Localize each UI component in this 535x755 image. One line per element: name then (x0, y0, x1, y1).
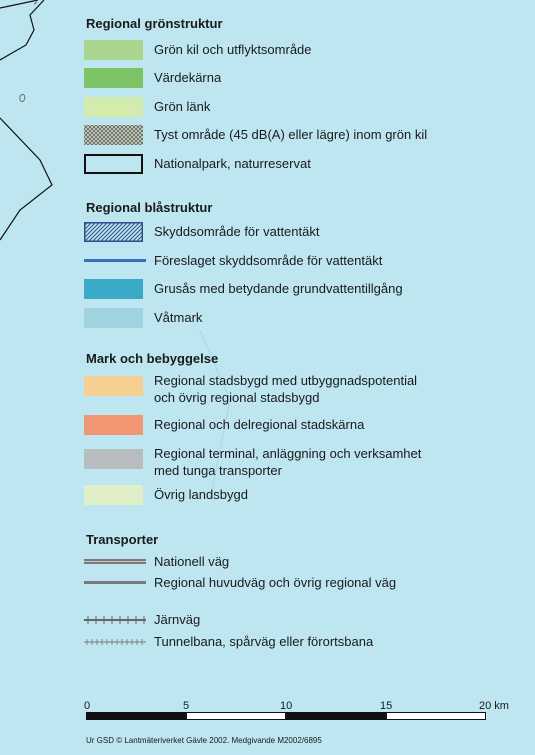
legend-label-line-1: Regional terminal, anläggning och verksamhet (154, 446, 422, 461)
map-credit: Ur GSD © Lantmäteriverket Gävle 2002. Medgivande M2002/6895 (86, 736, 322, 745)
legend-label-line-1: Regional stadsbygd med utbyggnadspotential (154, 373, 418, 388)
swatch-water-protection (84, 222, 143, 242)
line-national-road (84, 552, 146, 572)
legend-label: Grön länk (154, 99, 211, 114)
scale-bar (86, 712, 486, 720)
swatch-rural (84, 485, 143, 505)
legend-label-line-2: med tunga transporter (154, 463, 282, 478)
scale-tick-10: 10 (280, 700, 293, 712)
legend-label: Regional huvudväg och övrig regional väg (154, 575, 397, 590)
scale-tick-5: 5 (183, 700, 190, 712)
section-title-transport: Transporter (86, 532, 159, 547)
legend-label: Tunnelbana, spårväg eller förortsbana (154, 634, 374, 649)
legend-label: Värdekärna (154, 70, 222, 85)
legend-label: Järnväg (154, 612, 201, 627)
boundary-line-left (0, 118, 52, 240)
swatch-green-link (84, 97, 143, 117)
legend-label: Skyddsområde för vattentäkt (154, 224, 320, 239)
legend-label: Tyst område (45 dB(A) eller lägre) inom grön kil (154, 127, 428, 142)
swatch-national-park (84, 154, 143, 174)
boundary-line-upper (0, 0, 44, 60)
line-regional-road (84, 573, 146, 593)
legend-label: Nationalpark, naturreservat (154, 156, 311, 171)
swatch-wetland (84, 308, 143, 328)
line-metro (84, 632, 146, 652)
legend-label (154, 445, 421, 479)
section-title-blue: Regional blåstruktur (86, 200, 213, 215)
legend-label: Övrig landsbygd (154, 487, 248, 502)
boundary-line-top (0, 0, 38, 8)
section-title-land: Mark och bebyggelse (86, 351, 219, 366)
swatch-quiet-area (84, 125, 143, 145)
small-island (20, 94, 25, 101)
swatch-urban-area (84, 376, 143, 396)
legend-label: Grön kil och utflyktsområde (154, 42, 312, 57)
line-proposed-water-protection (84, 259, 146, 262)
swatch-green-wedge (84, 40, 143, 60)
swatch-city-core (84, 415, 143, 435)
swatch-esker (84, 279, 143, 299)
scale-segment (86, 712, 186, 720)
scale-tick-15: 15 (380, 700, 393, 712)
swatch-core-value (84, 68, 143, 88)
scale-tick-20: 20 km (479, 700, 509, 712)
legend-label: Nationell väg (154, 554, 230, 569)
line-railway (84, 610, 146, 630)
scale-segment (386, 712, 486, 720)
legend-label (154, 372, 417, 406)
scale-segment (186, 712, 286, 720)
legend-label: Våtmark (154, 310, 203, 325)
scale-tick-0: 0 (84, 700, 91, 712)
swatch-terminal (84, 449, 143, 469)
legend-label: Regional och delregional stadskärna (154, 417, 365, 432)
scale-segment (286, 712, 386, 720)
legend-label-line-2: och övrig regional stadsbygd (154, 390, 320, 405)
legend-label: Grusås med betydande grundvattentillgång (154, 281, 403, 296)
section-title-green: Regional grönstruktur (86, 16, 223, 31)
legend-label: Föreslaget skyddsområde för vattentäkt (154, 253, 383, 268)
